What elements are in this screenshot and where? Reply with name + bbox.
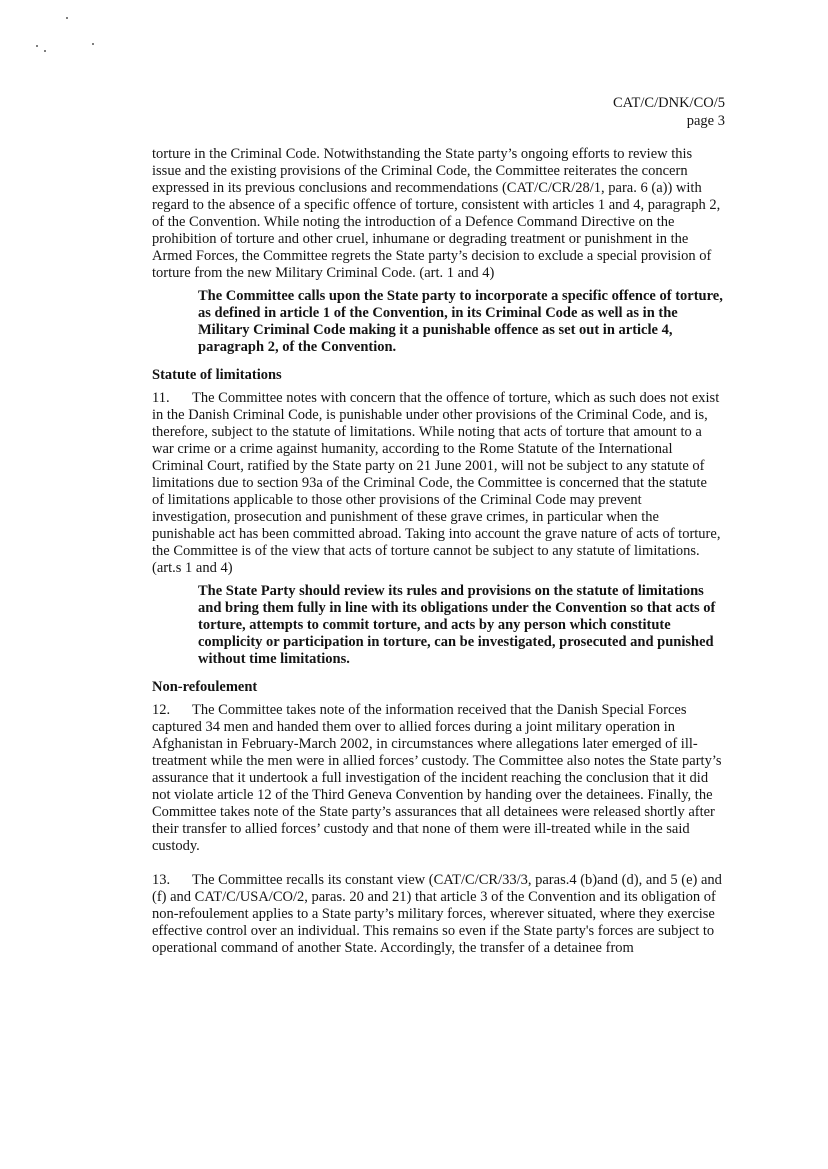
document-body: [152, 146, 722, 963]
paragraph-12: [152, 702, 722, 855]
paragraph-number: 13.: [152, 872, 171, 888]
recommendation-paragraph-11: The State Party should review its rules and provisions on the statute of limitations and bring them fully in line with its obligations under the Convention so that acts of torture, attempts to commit torture, and acts by any person which constitute complicity or participation in torture, can be investigated, prosecuted and punished without time limitations.: [198, 583, 716, 667]
paragraph-number: 11.: [152, 390, 170, 406]
paragraph-11: [152, 390, 722, 577]
paragraph-text: The Committee takes note of the information received that the Danish Special Forces captured 34 men and handed them over to allied forces during a joint military operation in Afghanistan in February-March 2002, in circumstances where allegations later emerged of ill-treatment while the men were in allied forces’ custody. The Committee also notes the State party’s assurance that it undertook a full investigation of the incident reaching the conclusion that it did not violate article 12 of the Third Geneva Convention by handing over the detainees. Finally, the Committee takes note of the State party’s assurances that all detainees were released shortly after their transfer to allied forces’ custody and that none of them were ill-treated while in the said custody.: [152, 702, 722, 854]
paragraph-text: The Committee notes with concern that the offence of torture, which as such does not exist in the Danish Criminal Code, is punishable under other provisions of the Criminal Code, and is, therefore, subject to the statute of limitations. While noting that acts of torture that amount to a war crime or a crime against humanity, according to the Rome Statute of the International Criminal Court, ratified by the State party on 21 June 2001, will not be subject to any statute of limitations due to section 93a of the Criminal Code, the Committee is concerned that the statute of limitations applicable to those other provisions of the Criminal Code may prevent investigation, prosecution and punishment of these grave crimes, in particular when the punishable act has been committed abroad. Taking into account the grave nature of acts of torture, the Committee is of the view that acts of torture cannot be subject to any statute of limitations. (art.s 1 and 4): [152, 390, 721, 576]
paragraph-continued: torture in the Criminal Code. Notwithstanding the State party’s ongoing efforts to review this issue and the existing provisions of the Criminal Code, the Committee reiterates the concern expressed in its previous conclusions and recommendations (CAT/C/CR/28/1, para. 6 (a)) with regard to the absence of a specific offence of torture, consistent with articles 1 and 4, paragraph 2, of the Convention. While noting the introduction of a Defence Command Directive on the prohibition of torture and other cruel, inhumane or degrading treatment or punishment in the Armed Forces, the Committee regrets the State party’s decision to exclude a special provision of torture from the new Military Criminal Code. (art. 1 and 4): [152, 146, 721, 281]
scan-speck: [66, 17, 68, 19]
page-number: page 3: [686, 113, 725, 129]
document-symbol: CAT/C/DNK/CO/5: [613, 95, 725, 111]
recommendation-paragraph-10: The Committee calls upon the State party to incorporate a specific offence of torture, as defined in article 1 of the Convention, in its Criminal Code as well as in the Military Criminal Code making it a punishable offence as set out in article 4, paragraph 2, of the Convention.: [198, 288, 723, 355]
scan-speck: [44, 50, 46, 52]
section-heading-non-refoulement: Non-refoulement: [152, 679, 258, 695]
page-header: [613, 94, 725, 130]
scan-speck: [36, 45, 38, 47]
section-heading-statute-of-limitations: Statute of limitations: [152, 367, 282, 383]
paragraph-text: The Committee recalls its constant view (CAT/C/CR/33/3, paras.4 (b)and (d), and 5 (e) and (f) and CAT/C/USA/CO/2, paras. 20 and 21) that article 3 of the Convention and its obligation of non-refoulement applies to a State party’s military forces, wherever situated, where they exercise effective control over an individual. This remains so even if the State party's forces are subject to operational command of another State. Accordingly, the transfer of a detainee from: [152, 872, 722, 956]
scan-speck: [92, 43, 94, 45]
paragraph-number: 12.: [152, 702, 171, 718]
paragraph-13: [152, 872, 722, 957]
